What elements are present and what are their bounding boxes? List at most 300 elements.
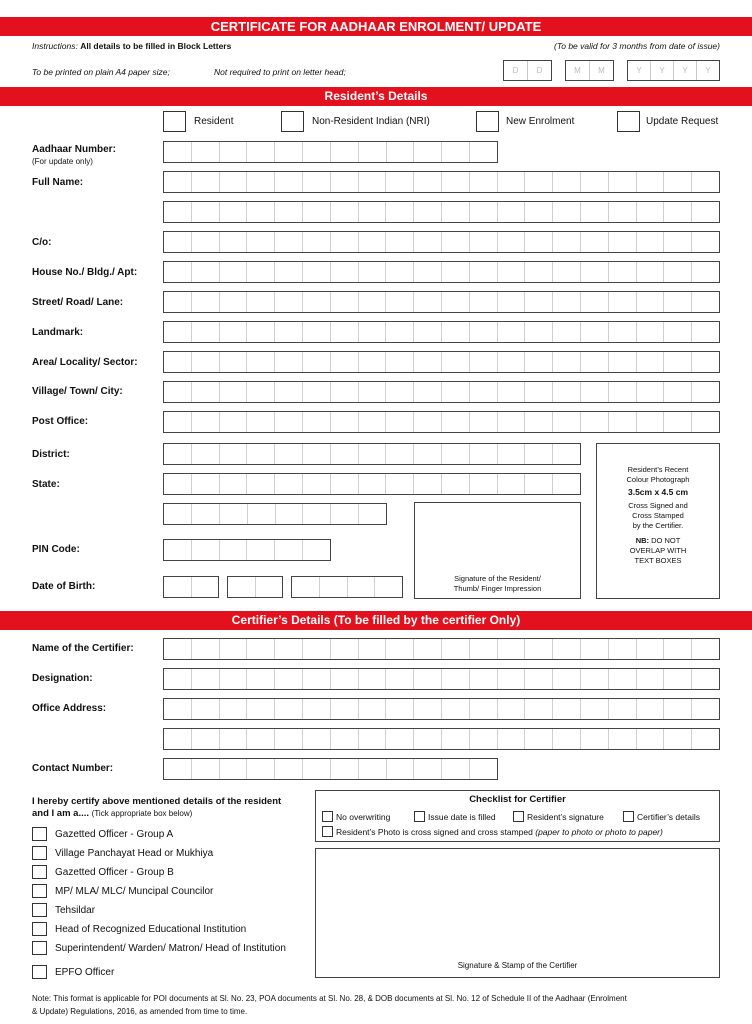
char-cell — [247, 540, 275, 560]
char-cell — [348, 577, 376, 597]
char-cell — [359, 412, 387, 432]
char-cell — [247, 444, 275, 464]
char-cell — [498, 172, 526, 192]
role-label-epfo: EPFO Officer — [55, 967, 115, 978]
char-cell — [470, 412, 498, 432]
char-cell — [414, 382, 442, 402]
char-cell — [331, 172, 359, 192]
char-cell — [303, 412, 331, 432]
char-cell — [386, 669, 414, 689]
char-cell — [192, 577, 219, 597]
state-field-2[interactable] — [163, 503, 387, 525]
char-cell — [609, 639, 637, 659]
char-cell — [192, 202, 220, 222]
char-cell — [192, 474, 220, 494]
char-cell — [275, 412, 303, 432]
char-cell — [331, 639, 359, 659]
char-cell — [442, 669, 470, 689]
char-cell — [164, 759, 192, 779]
char-cell — [609, 352, 637, 372]
char-cell — [164, 322, 192, 342]
char-cell — [553, 172, 581, 192]
char-cell — [609, 699, 637, 719]
char-cell — [664, 172, 692, 192]
char-cell — [359, 699, 387, 719]
checklist-checkbox-resident-signature[interactable] — [513, 811, 524, 822]
char-cell — [498, 262, 526, 282]
char-cell — [220, 382, 248, 402]
char-cell — [220, 639, 248, 659]
new-enrolment-option-label: New Enrolment — [506, 116, 575, 127]
char-cell — [581, 669, 609, 689]
char-cell — [525, 352, 553, 372]
char-cell — [609, 382, 637, 402]
char-cell — [664, 202, 692, 222]
char-cell — [553, 669, 581, 689]
role-checkbox-tehsildar[interactable] — [32, 903, 47, 917]
certifier-signature-caption: Signature & Stamp of the Certifier — [457, 961, 578, 970]
full-name-field-2[interactable] — [163, 201, 720, 223]
char-cell — [164, 669, 192, 689]
char-cell — [664, 412, 692, 432]
char-cell — [637, 232, 665, 252]
role-label-tehsildar: Tehsildar — [55, 905, 96, 916]
char-cell — [220, 540, 248, 560]
char-cell — [164, 699, 192, 719]
char-cell — [386, 474, 414, 494]
char-cell — [442, 262, 470, 282]
role-checkbox-mp-mla[interactable] — [32, 884, 47, 898]
certifier-section-band — [0, 611, 752, 630]
char-cell — [303, 540, 330, 560]
char-cell — [609, 202, 637, 222]
char-cell — [164, 504, 192, 524]
char-cell — [375, 577, 402, 597]
char-cell — [470, 444, 498, 464]
char-cell — [275, 729, 303, 749]
char-cell — [275, 232, 303, 252]
char-cell — [386, 262, 414, 282]
co-label: C/o: — [32, 237, 52, 248]
char-cell — [637, 202, 665, 222]
update-request-checkbox[interactable] — [617, 111, 640, 132]
char-cell — [303, 292, 331, 312]
char-cell — [303, 729, 331, 749]
resident-photo-box[interactable] — [596, 443, 720, 599]
char-cell — [228, 577, 256, 597]
designation-field[interactable] — [163, 668, 720, 690]
char-cell — [553, 729, 581, 749]
char-cell — [386, 444, 414, 464]
char-cell — [442, 639, 470, 659]
office-address-field-1[interactable] — [163, 698, 720, 720]
footer-note-line-1: Note: This format is applicable for POI documents at Sl. No. 23, POA documents at Sl. No. 28, & DOB documents at Sl. No. 12 of Schedule II of the Aadhaar (Enrolment — [32, 994, 627, 1003]
char-cell — [637, 292, 665, 312]
char-cell — [359, 322, 387, 342]
dob-day-field[interactable] — [163, 576, 219, 598]
aadhaar-number-sublabel: (For update only) — [32, 157, 93, 166]
char-cell — [692, 322, 719, 342]
footer-note-line-2: & Update) Regulations, 2016, as amended from time to time. — [32, 1007, 248, 1016]
char-cell — [303, 444, 331, 464]
char-cell — [553, 382, 581, 402]
char-cell — [331, 202, 359, 222]
char-cell — [386, 412, 414, 432]
pin-code-label: PIN Code: — [32, 544, 80, 555]
char-cell — [414, 474, 442, 494]
char-cell — [220, 729, 248, 749]
char-cell — [247, 699, 275, 719]
char-cell — [664, 232, 692, 252]
char-cell — [525, 412, 553, 432]
char-cell — [164, 577, 192, 597]
char-cell — [442, 759, 470, 779]
landmark-field[interactable] — [163, 321, 720, 343]
checklist-checkbox-photo-signed[interactable] — [322, 826, 333, 837]
resident-signature-box[interactable] — [414, 502, 581, 599]
char-cell — [414, 639, 442, 659]
nri-checkbox[interactable] — [281, 111, 304, 132]
char-cell — [498, 232, 526, 252]
char-cell — [256, 577, 283, 597]
certifier-section-title: Certifier’s Details (To be filled by the certifier Only) — [231, 613, 521, 627]
form-title: CERTIFICATE FOR AADHAAR ENROLMENT/ UPDATE — [210, 19, 542, 34]
char-cell — [164, 729, 192, 749]
certifier-name-label: Name of the Certifier: — [32, 643, 134, 654]
char-cell — [553, 444, 580, 464]
char-cell — [414, 202, 442, 222]
char-cell — [303, 232, 331, 252]
char-cell — [359, 142, 387, 162]
char-cell — [192, 172, 220, 192]
char-cell — [609, 322, 637, 342]
char-cell — [581, 232, 609, 252]
char-cell — [192, 729, 220, 749]
char-cell — [275, 202, 303, 222]
char-cell — [414, 262, 442, 282]
char-cell — [359, 474, 387, 494]
char-cell — [303, 172, 331, 192]
house-field[interactable] — [163, 261, 720, 283]
char-cell — [275, 699, 303, 719]
char-cell — [359, 382, 387, 402]
char-cell — [303, 639, 331, 659]
street-label: Street/ Road/ Lane: — [32, 297, 124, 308]
char-cell — [192, 262, 220, 282]
char-cell — [303, 352, 331, 372]
char-cell — [292, 577, 320, 597]
char-cell — [303, 202, 331, 222]
char-cell — [359, 669, 387, 689]
char-cell — [247, 729, 275, 749]
char-cell — [692, 729, 719, 749]
office-address-field-2[interactable] — [163, 728, 720, 750]
pin-code-field[interactable] — [163, 539, 331, 561]
char-cell — [553, 232, 581, 252]
char-cell — [414, 172, 442, 192]
char-cell — [525, 474, 553, 494]
char-cell — [247, 412, 275, 432]
char-cell — [303, 142, 331, 162]
role-checkbox-superintendent[interactable] — [32, 941, 47, 955]
char-cell — [692, 699, 719, 719]
validity-note: (To be valid for 3 months from date of issue) — [554, 41, 720, 51]
char-cell — [331, 504, 359, 524]
dob-year-field[interactable] — [291, 576, 403, 598]
char-cell — [275, 759, 303, 779]
char-cell — [553, 699, 581, 719]
checklist-checkbox-no-overwriting[interactable] — [322, 811, 333, 822]
char-cell — [581, 292, 609, 312]
role-checkbox-panchayat[interactable] — [32, 846, 47, 860]
char-cell — [470, 352, 498, 372]
certifier-name-field[interactable] — [163, 638, 720, 660]
char-cell — [359, 729, 387, 749]
char-cell — [692, 352, 719, 372]
char-cell — [386, 729, 414, 749]
char-cell — [581, 322, 609, 342]
street-field[interactable] — [163, 291, 720, 313]
role-label-superintendent: Superintendent/ Warden/ Matron/ Head of Institution — [55, 943, 286, 954]
char-cell — [470, 474, 498, 494]
char-cell — [581, 412, 609, 432]
char-cell — [220, 699, 248, 719]
char-cell — [247, 669, 275, 689]
char-cell — [692, 172, 719, 192]
char-cell — [331, 142, 359, 162]
date-of-birth-label: Date of Birth: — [32, 581, 96, 592]
char-cell — [164, 382, 192, 402]
char-cell — [164, 262, 192, 282]
char-cell — [525, 639, 553, 659]
village-field[interactable] — [163, 381, 720, 403]
state-field-1[interactable] — [163, 473, 581, 495]
designation-label: Designation: — [32, 673, 93, 684]
char-cell — [414, 444, 442, 464]
char-cell — [525, 729, 553, 749]
house-label: House No./ Bldg./ Apt: — [32, 267, 138, 278]
char-cell — [359, 759, 387, 779]
char-cell — [609, 172, 637, 192]
char-cell — [303, 759, 331, 779]
co-field[interactable] — [163, 231, 720, 253]
role-checkbox-epfo[interactable] — [32, 965, 47, 979]
char-cell — [331, 729, 359, 749]
char-cell — [553, 352, 581, 372]
char-cell — [247, 262, 275, 282]
char-cell — [525, 202, 553, 222]
char-cell — [386, 232, 414, 252]
full-name-field-1[interactable] — [163, 171, 720, 193]
char-cell — [442, 292, 470, 312]
char-cell — [192, 232, 220, 252]
char-cell — [637, 382, 665, 402]
char-cell — [275, 382, 303, 402]
char-cell — [414, 412, 442, 432]
char-cell — [664, 262, 692, 282]
char-cell — [220, 292, 248, 312]
char-cell — [498, 729, 526, 749]
char-cell — [220, 444, 248, 464]
role-checkbox-gazetted-b[interactable] — [32, 865, 47, 879]
char-cell — [331, 669, 359, 689]
char-cell — [414, 729, 442, 749]
aadhaar-number-field[interactable] — [163, 141, 498, 163]
char-cell — [275, 172, 303, 192]
char-cell — [442, 232, 470, 252]
char-cell — [692, 382, 719, 402]
char-cell — [553, 639, 581, 659]
char-cell — [275, 142, 303, 162]
char-cell — [164, 540, 192, 560]
char-cell — [247, 232, 275, 252]
checklist-title: Checklist for Certifier — [469, 794, 566, 805]
char-cell — [359, 262, 387, 282]
char-cell — [359, 172, 387, 192]
char-cell — [359, 352, 387, 372]
char-cell — [359, 232, 387, 252]
char-cell — [386, 172, 414, 192]
char-cell — [692, 412, 719, 432]
post-office-field[interactable] — [163, 411, 720, 433]
char-cell — [470, 202, 498, 222]
char-cell — [637, 699, 665, 719]
char-cell — [192, 504, 220, 524]
char-cell — [247, 322, 275, 342]
char-cell — [414, 669, 442, 689]
resident-section-title: Resident’s Details — [324, 89, 428, 103]
issue-date-year[interactable]: Y Y Y Y — [627, 60, 720, 81]
char-cell — [498, 202, 526, 222]
char-cell — [359, 639, 387, 659]
char-cell — [220, 232, 248, 252]
char-cell — [525, 699, 553, 719]
char-cell — [275, 292, 303, 312]
certifier-checklist-box — [315, 790, 720, 842]
char-cell — [331, 474, 359, 494]
char-cell — [692, 639, 719, 659]
char-cell — [386, 382, 414, 402]
char-cell — [637, 262, 665, 282]
checklist-checkbox-certifier-details[interactable] — [623, 811, 634, 822]
update-request-option-label: Update Request — [646, 116, 719, 127]
char-cell — [247, 202, 275, 222]
char-cell — [220, 474, 248, 494]
char-cell — [581, 729, 609, 749]
role-label-education-head: Head of Recognized Educational Institution — [55, 924, 247, 935]
area-label: Area/ Locality/ Sector: — [32, 357, 138, 368]
char-cell — [303, 322, 331, 342]
contact-number-field[interactable] — [163, 758, 498, 780]
role-checkbox-gazetted-a[interactable] — [32, 827, 47, 841]
char-cell — [692, 292, 719, 312]
char-cell — [331, 444, 359, 464]
checklist-label-issue-date: Issue date is filled — [428, 812, 496, 822]
issue-date-month[interactable]: M M — [565, 60, 614, 81]
char-cell — [248, 504, 276, 524]
char-cell — [637, 322, 665, 342]
char-cell — [470, 382, 498, 402]
char-cell — [664, 669, 692, 689]
char-cell — [247, 292, 275, 312]
char-cell — [525, 262, 553, 282]
char-cell — [470, 639, 498, 659]
char-cell — [498, 322, 526, 342]
char-cell — [609, 262, 637, 282]
char-cell — [331, 382, 359, 402]
char-cell — [220, 412, 248, 432]
char-cell — [581, 382, 609, 402]
resident-signature-caption: Signature of the Resident/ Thumb/ Finger Impression — [453, 574, 542, 593]
char-cell — [581, 699, 609, 719]
char-cell — [247, 142, 275, 162]
area-field[interactable] — [163, 351, 720, 373]
char-cell — [498, 292, 526, 312]
certify-statement-1: I hereby certify above mentioned details of the resident — [32, 796, 282, 807]
char-cell — [303, 474, 331, 494]
new-enrolment-checkbox[interactable] — [476, 111, 499, 132]
char-cell — [664, 352, 692, 372]
char-cell — [275, 262, 303, 282]
char-cell — [320, 577, 348, 597]
checklist-checkbox-issue-date[interactable] — [414, 811, 425, 822]
district-field[interactable] — [163, 443, 581, 465]
char-cell — [664, 292, 692, 312]
char-cell — [220, 322, 248, 342]
char-cell — [387, 142, 415, 162]
char-cell — [470, 292, 498, 312]
char-cell — [331, 759, 359, 779]
char-cell — [498, 639, 526, 659]
char-cell — [331, 699, 359, 719]
char-cell — [164, 352, 192, 372]
char-cell — [609, 232, 637, 252]
char-cell — [247, 759, 275, 779]
char-cell — [192, 352, 220, 372]
role-label-mp-mla: MP/ MLA/ MLC/ Muncipal Councilor — [55, 886, 214, 897]
char-cell — [220, 142, 248, 162]
dob-month-field[interactable] — [227, 576, 283, 598]
char-cell — [553, 202, 581, 222]
office-address-label: Office Address: — [32, 703, 107, 714]
char-cell — [303, 669, 331, 689]
char-cell — [442, 729, 470, 749]
char-cell — [581, 172, 609, 192]
role-checkbox-education-head[interactable] — [32, 922, 47, 936]
char-cell — [275, 639, 303, 659]
char-cell — [470, 759, 497, 779]
checklist-label-no-overwriting: No overwriting — [336, 812, 391, 822]
resident-checkbox[interactable] — [163, 111, 186, 132]
char-cell — [637, 352, 665, 372]
role-label-gazetted-b: Gazetted Officer - Group B — [55, 867, 174, 878]
char-cell — [386, 352, 414, 372]
char-cell — [220, 262, 248, 282]
char-cell — [386, 202, 414, 222]
char-cell — [498, 444, 526, 464]
instructions: Instructions: All details to be filled in Block Letters — [32, 41, 232, 51]
char-cell — [386, 699, 414, 719]
char-cell — [164, 232, 192, 252]
char-cell — [470, 262, 498, 282]
nri-option-label: Non-Resident Indian (NRI) — [312, 116, 430, 127]
checklist-label-resident-signature: Resident’s signature — [527, 812, 604, 822]
char-cell — [220, 504, 248, 524]
certifier-signature-stamp-box[interactable] — [315, 848, 720, 978]
char-cell — [581, 352, 609, 372]
issue-date-day[interactable]: D D — [503, 60, 552, 81]
char-cell — [192, 759, 220, 779]
